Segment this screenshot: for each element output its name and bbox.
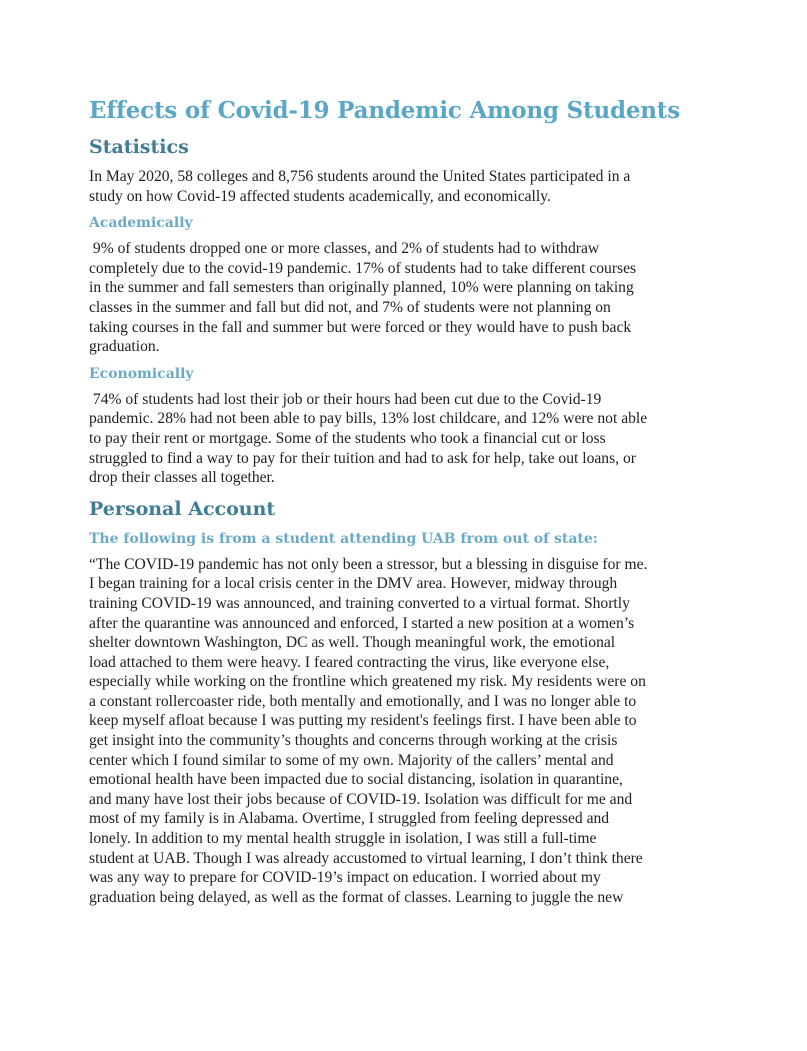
personal-account-paragraph — [89, 555, 729, 908]
text-line: and many have lost their jobs because of COVID-19. Isolation was difficult for me and — [89, 790, 633, 808]
text-line: most of my family is in Alabama. Overtime, I struggled from feeling depressed and — [89, 810, 610, 828]
statistics-intro-paragraph — [89, 167, 729, 206]
text-line: graduation being delayed, as well as the format of classes. Learning to juggle the new — [89, 888, 624, 906]
text-line: drop their classes all together. — [89, 469, 275, 487]
text-line: study on how Covid-19 affected students academically, and economically. — [89, 187, 551, 205]
text-line: “The COVID-19 pandemic has not only been a stressor, but a blessing in disguise for me. — [89, 555, 648, 573]
economically-paragraph — [89, 390, 729, 488]
text-line: keep myself afloat because I was putting my resident's feelings first. I have been able to — [89, 712, 637, 730]
text-line: shelter downtown Washington, DC as well. Though meaningful work, the emotional — [89, 634, 616, 652]
text-line: classes in the summer and fall but did not, and 7% of students were not planning on — [89, 298, 611, 316]
text-line: center which I found similar to some of my own. Majority of the callers’ mental and — [89, 751, 614, 769]
text-line: was any way to prepare for COVID-19’s impact on education. I worried about my — [89, 869, 601, 887]
subsection-heading-economically: Economically — [89, 365, 194, 382]
document-content — [89, 96, 729, 907]
text-line: completely due to the covid-19 pandemic. 17% of students had to take different courses — [89, 259, 637, 277]
text-line: 74% of students had lost their job or their hours had been cut due to the Covid-19 — [89, 390, 602, 408]
text-line: load attached to them were heavy. I feared contracting the virus, like everyone else, — [89, 653, 610, 671]
document-title: Effects of Covid-19 Pandemic Among Students — [89, 97, 680, 124]
text-line: student at UAB. Though I was already accustomed to virtual learning, I don’t think there — [89, 849, 643, 867]
text-line: struggled to find a way to pay for their tuition and had to ask for help, take out loans, or — [89, 449, 636, 467]
text-line: In May 2020, 58 colleges and 8,756 students around the United States participated in a — [89, 168, 631, 185]
text-line: a constant rollercoaster ride, both mentally and emotionally, and I was no longer able to — [89, 692, 637, 710]
text-line: get insight into the community’s thoughts and concerns through working at the crisis — [89, 732, 618, 750]
section-heading-personal-account: Personal Account — [89, 497, 276, 520]
subsection-heading-academically: Academically — [89, 215, 193, 232]
text-line: taking courses in the fall and summer but were forced or they would have to push back — [89, 318, 632, 336]
text-line: graduation. — [89, 338, 160, 356]
text-line: 9% of students dropped one or more classes, and 2% of students had to withdraw — [89, 240, 600, 258]
text-line: after the quarantine was announced and enforced, I started a new position at a women’s — [89, 614, 635, 632]
text-line: in the summer and fall semesters than originally planned, 10% were planning on taking — [89, 279, 634, 297]
section-heading-statistics: Statistics — [89, 136, 189, 158]
text-line: I began training for a local crisis center in the DMV area. However, midway through — [89, 575, 618, 593]
text-line: pandemic. 28% had not been able to pay bills, 13% lost childcare, and 12% were not able — [89, 410, 648, 428]
text-line: to pay their rent or mortgage. Some of the students who took a financial cut or loss — [89, 429, 606, 447]
personal-account-subheading: The following is from a student attending UAB from out of state: — [89, 530, 598, 547]
text-line: training COVID-19 was announced, and training converted to a virtual format. Shortly — [89, 594, 630, 612]
text-line: especially while working on the frontline which greatened my risk. My residents were on — [89, 673, 646, 691]
text-line: emotional health have been impacted due to social distancing, isolation in quarantine, — [89, 771, 623, 789]
academically-paragraph — [89, 239, 729, 357]
text-line: lonely. In addition to my mental health struggle in isolation, I was still a full-time — [89, 830, 597, 848]
